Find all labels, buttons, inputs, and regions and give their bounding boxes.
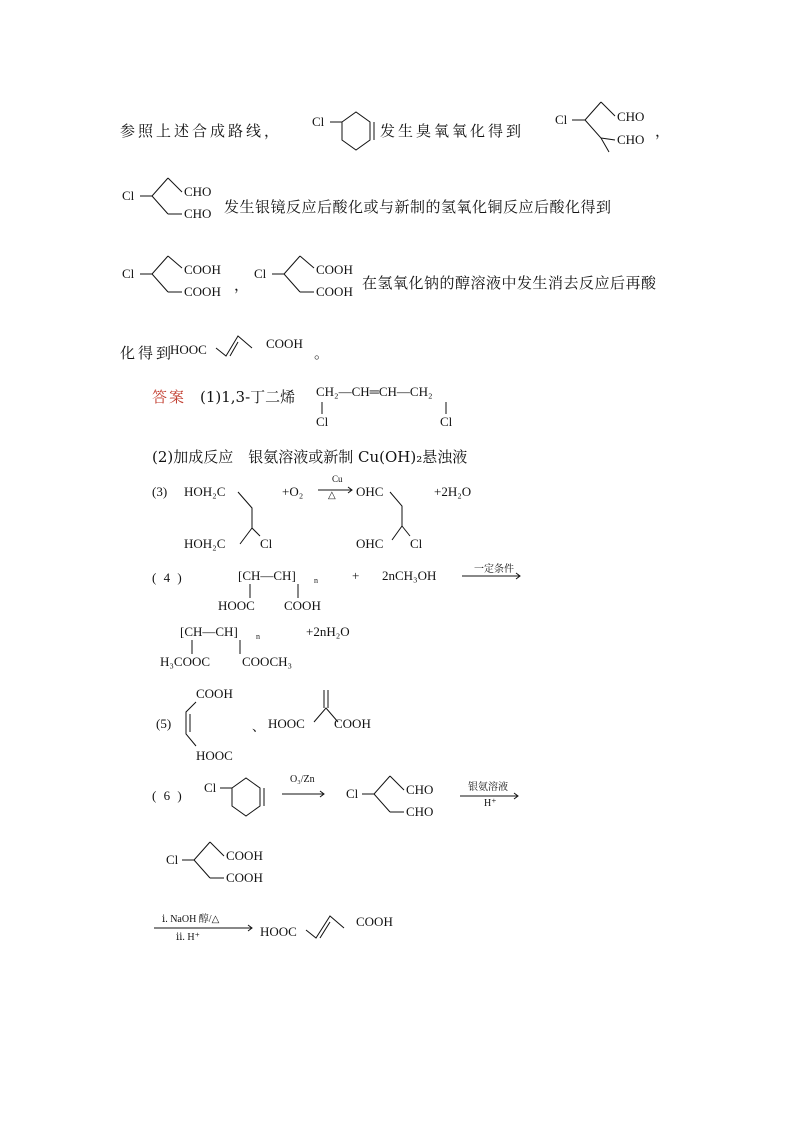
- q6-naoh-step: ⅰ. NaOH 醇/△: [162, 914, 220, 925]
- cho-label: CHO: [617, 109, 645, 124]
- q6-label: ( 6 ): [152, 788, 184, 803]
- q3-reactant-diol: [182, 476, 292, 556]
- q4-plus-2nh2o: +2nH₂O: [306, 624, 350, 639]
- q1-cl-left: Cl: [316, 414, 329, 429]
- q4-n: n: [314, 576, 318, 585]
- q4-arrow: [462, 572, 526, 582]
- q6-silver-ammonia: 银氨溶液: [468, 782, 508, 793]
- cooh-label: COOH: [196, 686, 233, 701]
- chloro-cyclohexene-structure-1: [310, 100, 390, 160]
- hooc-label: HOOC: [196, 748, 233, 763]
- hooc-label: HOOC: [170, 342, 207, 357]
- cooh-label: COOH: [266, 336, 303, 351]
- chloro-dialdehyde-structure-2: [120, 172, 230, 232]
- q4-cooch3: COOCH₃: [242, 654, 293, 669]
- q5-sep: 、: [252, 719, 266, 734]
- q6-chloro-diacid: [164, 836, 284, 896]
- cl-label: Cl: [410, 536, 423, 551]
- q5-cis-isomer: [182, 682, 262, 766]
- q4-plus: +: [352, 568, 360, 583]
- para1-text-c: ，: [655, 122, 674, 140]
- cl-label: Cl: [555, 112, 568, 127]
- q3-arrow: [318, 486, 358, 496]
- cooh-label: COOH: [226, 870, 263, 885]
- q1-cl-right: Cl: [440, 414, 453, 429]
- q4-polymer-unit: [CH—CH]: [238, 568, 296, 583]
- q6-h-step: ⅱ. H⁺: [176, 932, 200, 943]
- cho-label: CHO: [406, 782, 434, 797]
- cl-label: Cl: [122, 266, 135, 281]
- q6-o3zn: O₃/Zn: [290, 774, 315, 785]
- cl-label: Cl: [260, 536, 273, 551]
- hoh2c-label: HOH₂C: [184, 536, 226, 551]
- cho-label: CHO: [406, 804, 434, 819]
- cl-label: Cl: [312, 114, 325, 129]
- para2-text: 发生银镜反应后酸化或与新制的氢氧化铜反应后酸化得到: [224, 198, 612, 216]
- q5-cooh: COOH: [334, 716, 371, 731]
- q3-delta: △: [328, 490, 336, 501]
- cl-label: Cl: [346, 786, 359, 801]
- chloro-diacid-structure-1: [120, 248, 240, 308]
- para4-text-a: 化得到: [120, 344, 175, 362]
- q4-cooh: COOH: [284, 598, 321, 613]
- q1-formula: CH₂—CH═CH—CH₂: [316, 384, 433, 399]
- answer-label: 答案: [152, 388, 187, 406]
- ohc-label: OHC: [356, 536, 384, 551]
- chloro-diacid-structure-2: [252, 248, 372, 308]
- cooh-label: COOH: [356, 914, 393, 929]
- cl-label: Cl: [166, 852, 179, 867]
- q2-text: (2)加成反应 银氨溶液或新制 Cu(OH)₂悬浊液: [152, 448, 468, 466]
- q4-label: ( 4 ): [152, 570, 184, 585]
- pentenedioic-acid-structure-2: [260, 904, 420, 948]
- cooh-label: COOH: [184, 262, 221, 277]
- cooh-label: COOH: [184, 284, 221, 299]
- cooh-label: COOH: [316, 262, 353, 277]
- q6-arrow-3: [154, 924, 258, 934]
- para4-text-b: 。: [314, 344, 333, 362]
- q4-product-unit: [CH—CH]: [180, 624, 238, 639]
- q6-chloro-dialdehyde: [344, 770, 454, 830]
- cl-label: Cl: [204, 780, 217, 795]
- cho-label: CHO: [184, 206, 212, 221]
- q3-plus-o2: +O₂: [282, 484, 304, 499]
- cho-label: CHO: [184, 184, 212, 199]
- cooh-label: COOH: [226, 848, 263, 863]
- q3-label: (3): [152, 484, 168, 499]
- q5-hooc: HOOC: [268, 716, 305, 731]
- para1-text-b: 发生臭氧氧化得到: [380, 122, 525, 140]
- cl-label: Cl: [122, 188, 135, 203]
- cooh-label: COOH: [316, 284, 353, 299]
- q4-h3cooc: H₃COOC: [160, 654, 211, 669]
- cl-label: Cl: [254, 266, 267, 281]
- para3-sep: ，: [234, 276, 253, 294]
- cho-label: CHO: [617, 132, 645, 147]
- hooc-label: HOOC: [260, 924, 297, 939]
- q6-h-plus: H⁺: [484, 798, 497, 809]
- pentenedioic-acid-structure-1: [170, 326, 333, 366]
- q6-arrow-1: [282, 790, 330, 800]
- para3-text: 在氢氧化钠的醇溶液中发生消去反应后再酸: [362, 274, 657, 292]
- q6-chloro-cyclohexene: [202, 770, 282, 820]
- para1-text-a: 参照上述合成路线，: [120, 122, 283, 140]
- ohc-label: OHC: [356, 484, 384, 499]
- chloro-dialdehyde-structure-1: [555, 96, 665, 162]
- q1-name: (1)1,3-丁二烯: [200, 388, 296, 406]
- hoh2c-label: HOH₂C: [184, 484, 226, 499]
- q5-label: (5): [156, 716, 172, 731]
- q4-methanol: 2nCH₃OH: [382, 568, 437, 583]
- q3-cu: Cu: [332, 474, 343, 484]
- q4-hooc: HOOC: [218, 598, 255, 613]
- q4-condition: 一定条件: [474, 564, 514, 575]
- q3-plus-2h2o: +2H₂O: [434, 484, 472, 499]
- q4-product-n: n: [256, 632, 260, 641]
